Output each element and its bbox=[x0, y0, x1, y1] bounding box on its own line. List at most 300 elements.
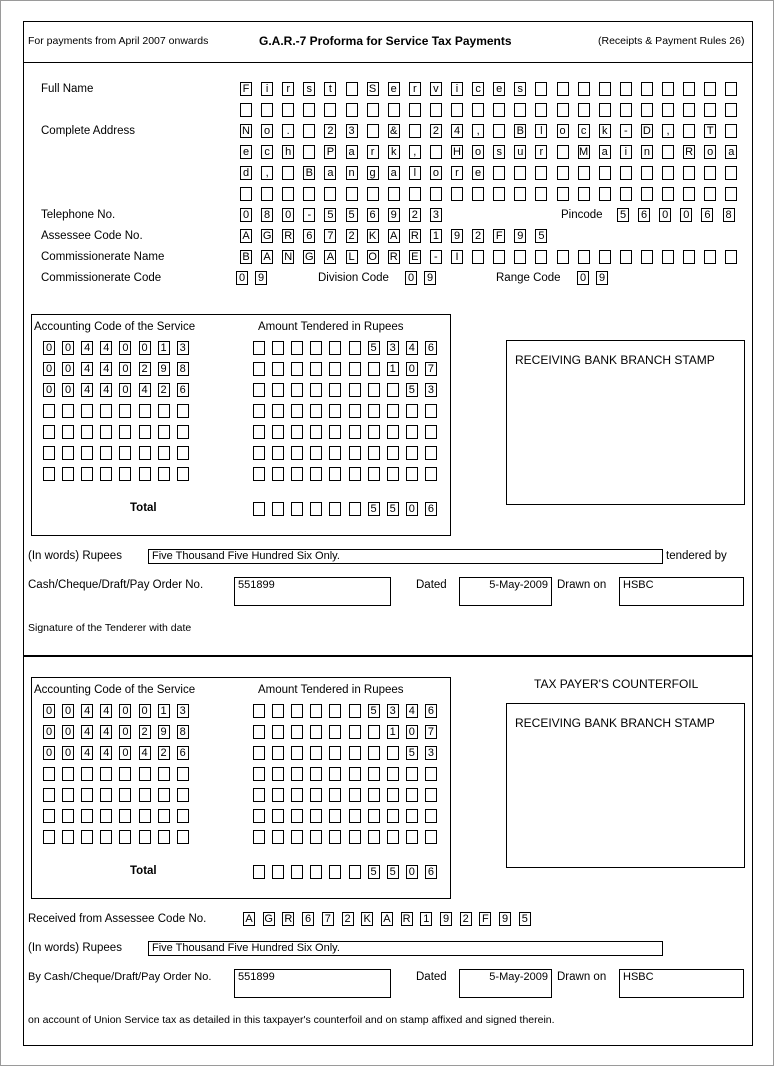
commissionerate-name-char-box[interactable] bbox=[493, 250, 505, 264]
address-char-box[interactable] bbox=[535, 187, 547, 201]
amount-char-box[interactable] bbox=[272, 767, 284, 781]
commissionerate-name-char-box[interactable]: R bbox=[388, 250, 400, 264]
accounting-code-char-box[interactable] bbox=[119, 467, 131, 481]
address-char-box[interactable] bbox=[282, 187, 294, 201]
accounting-code-char-box[interactable]: 0 bbox=[62, 362, 74, 376]
full-name-char-box[interactable] bbox=[578, 82, 590, 96]
amount-char-box[interactable] bbox=[329, 788, 341, 802]
amount-char-box[interactable] bbox=[291, 830, 303, 844]
accounting-code-char-box[interactable]: 9 bbox=[158, 362, 170, 376]
counterfoil-date-field[interactable]: 5-May-2009 bbox=[459, 969, 552, 998]
accounting-code-char-box[interactable] bbox=[100, 446, 112, 460]
amount-char-box[interactable] bbox=[310, 725, 322, 739]
amount-char-box[interactable]: 4 bbox=[406, 341, 418, 355]
accounting-code-char-box[interactable]: 2 bbox=[139, 725, 151, 739]
counterfoil-amount-in-words-field[interactable]: Five Thousand Five Hundred Six Only. bbox=[148, 941, 663, 956]
amount-char-box[interactable] bbox=[291, 725, 303, 739]
amount-char-box[interactable] bbox=[329, 767, 341, 781]
address-char-box[interactable] bbox=[557, 145, 569, 159]
telephone-char-box[interactable]: 5 bbox=[324, 208, 336, 222]
address-char-box[interactable] bbox=[451, 187, 463, 201]
address-char-box[interactable]: g bbox=[367, 166, 379, 180]
commissionerate-name-char-box[interactable] bbox=[725, 250, 737, 264]
full-name-char-box[interactable] bbox=[535, 103, 547, 117]
amount-char-box[interactable] bbox=[406, 467, 418, 481]
amount-char-box[interactable] bbox=[329, 704, 341, 718]
counterfoil-assessee-code-char-box[interactable]: 9 bbox=[440, 912, 452, 926]
commissionerate-name-char-box[interactable] bbox=[514, 250, 526, 264]
accounting-code-char-box[interactable] bbox=[100, 788, 112, 802]
amount-char-box[interactable] bbox=[425, 446, 437, 460]
amount-char-box[interactable] bbox=[349, 446, 361, 460]
accounting-code-char-box[interactable]: 0 bbox=[43, 341, 55, 355]
amount-char-box[interactable] bbox=[253, 746, 265, 760]
amount-char-box[interactable] bbox=[253, 788, 265, 802]
address-char-box[interactable]: , bbox=[662, 124, 674, 138]
full-name-char-box[interactable]: i bbox=[261, 82, 273, 96]
total-amount-char-box[interactable]: 0 bbox=[406, 502, 418, 516]
address-char-box[interactable]: d bbox=[240, 166, 252, 180]
address-char-box[interactable] bbox=[620, 187, 632, 201]
telephone-char-box[interactable]: - bbox=[303, 208, 315, 222]
amount-char-box[interactable] bbox=[291, 704, 303, 718]
address-char-box[interactable]: o bbox=[472, 145, 484, 159]
full-name-char-box[interactable] bbox=[430, 103, 442, 117]
amount-char-box[interactable] bbox=[272, 704, 284, 718]
address-char-box[interactable] bbox=[261, 187, 273, 201]
commissionerate-name-char-box[interactable] bbox=[472, 250, 484, 264]
telephone-char-box[interactable]: 3 bbox=[430, 208, 442, 222]
amount-char-box[interactable] bbox=[310, 383, 322, 397]
address-char-box[interactable] bbox=[430, 187, 442, 201]
address-char-box[interactable]: , bbox=[261, 166, 273, 180]
accounting-code-char-box[interactable]: 9 bbox=[158, 725, 170, 739]
accounting-code-char-box[interactable] bbox=[119, 404, 131, 418]
accounting-code-char-box[interactable] bbox=[158, 446, 170, 460]
address-char-box[interactable] bbox=[303, 145, 315, 159]
amount-char-box[interactable] bbox=[310, 467, 322, 481]
amount-char-box[interactable] bbox=[425, 467, 437, 481]
amount-char-box[interactable] bbox=[272, 446, 284, 460]
address-char-box[interactable]: 3 bbox=[346, 124, 358, 138]
assessee-code-char-box[interactable]: R bbox=[409, 229, 421, 243]
amount-in-words-field[interactable]: Five Thousand Five Hundred Six Only. bbox=[148, 549, 663, 564]
accounting-code-char-box[interactable]: 0 bbox=[119, 383, 131, 397]
pincode-char-box[interactable]: 5 bbox=[617, 208, 629, 222]
address-char-box[interactable]: l bbox=[409, 166, 421, 180]
accounting-code-char-box[interactable]: 4 bbox=[81, 383, 93, 397]
date-field[interactable]: 5-May-2009 bbox=[459, 577, 552, 606]
accounting-code-char-box[interactable] bbox=[62, 788, 74, 802]
amount-char-box[interactable] bbox=[349, 404, 361, 418]
full-name-char-box[interactable] bbox=[599, 103, 611, 117]
amount-char-box[interactable] bbox=[253, 446, 265, 460]
amount-char-box[interactable] bbox=[349, 809, 361, 823]
amount-char-box[interactable] bbox=[272, 725, 284, 739]
amount-char-box[interactable] bbox=[349, 467, 361, 481]
accounting-code-char-box[interactable] bbox=[158, 404, 170, 418]
amount-char-box[interactable]: 1 bbox=[387, 362, 399, 376]
total-amount-char-box[interactable]: 5 bbox=[387, 865, 399, 879]
commissionerate-name-char-box[interactable]: - bbox=[430, 250, 442, 264]
amount-char-box[interactable] bbox=[329, 383, 341, 397]
address-char-box[interactable] bbox=[683, 166, 695, 180]
address-char-box[interactable] bbox=[346, 187, 358, 201]
total-amount-char-box[interactable]: 5 bbox=[368, 865, 380, 879]
amount-char-box[interactable] bbox=[291, 767, 303, 781]
amount-char-box[interactable] bbox=[368, 383, 380, 397]
amount-char-box[interactable] bbox=[368, 404, 380, 418]
telephone-char-box[interactable]: 8 bbox=[261, 208, 273, 222]
address-char-box[interactable] bbox=[725, 166, 737, 180]
amount-char-box[interactable] bbox=[310, 809, 322, 823]
address-char-box[interactable] bbox=[662, 145, 674, 159]
full-name-char-box[interactable] bbox=[493, 103, 505, 117]
amount-char-box[interactable] bbox=[329, 404, 341, 418]
address-char-box[interactable]: n bbox=[641, 145, 653, 159]
full-name-char-box[interactable] bbox=[451, 103, 463, 117]
accounting-code-char-box[interactable] bbox=[43, 830, 55, 844]
accounting-code-char-box[interactable] bbox=[119, 809, 131, 823]
full-name-char-box[interactable] bbox=[367, 103, 379, 117]
amount-char-box[interactable] bbox=[253, 725, 265, 739]
accounting-code-char-box[interactable] bbox=[177, 404, 189, 418]
counterfoil-assessee-code-char-box[interactable]: 2 bbox=[460, 912, 472, 926]
total-amount-char-box[interactable]: 0 bbox=[406, 865, 418, 879]
total-amount-char-box[interactable] bbox=[329, 502, 341, 516]
amount-char-box[interactable]: 6 bbox=[425, 341, 437, 355]
telephone-char-box[interactable]: 5 bbox=[346, 208, 358, 222]
address-char-box[interactable]: c bbox=[578, 124, 590, 138]
accounting-code-char-box[interactable] bbox=[62, 425, 74, 439]
assessee-code-char-box[interactable]: A bbox=[240, 229, 252, 243]
accounting-code-char-box[interactable]: 0 bbox=[43, 383, 55, 397]
address-char-box[interactable]: e bbox=[240, 145, 252, 159]
amount-char-box[interactable] bbox=[272, 404, 284, 418]
accounting-code-char-box[interactable]: 0 bbox=[43, 725, 55, 739]
accounting-code-char-box[interactable] bbox=[139, 404, 151, 418]
amount-char-box[interactable] bbox=[291, 362, 303, 376]
full-name-char-box[interactable]: r bbox=[409, 82, 421, 96]
commissionerate-name-char-box[interactable] bbox=[557, 250, 569, 264]
amount-char-box[interactable] bbox=[253, 467, 265, 481]
assessee-code-char-box[interactable]: 6 bbox=[303, 229, 315, 243]
address-char-box[interactable] bbox=[725, 124, 737, 138]
full-name-char-box[interactable] bbox=[578, 103, 590, 117]
accounting-code-char-box[interactable] bbox=[177, 767, 189, 781]
accounting-code-char-box[interactable]: 4 bbox=[81, 725, 93, 739]
assessee-code-char-box[interactable]: 1 bbox=[430, 229, 442, 243]
range-code-char-box[interactable]: 9 bbox=[596, 271, 608, 285]
amount-char-box[interactable] bbox=[272, 425, 284, 439]
address-char-box[interactable]: N bbox=[240, 124, 252, 138]
accounting-code-char-box[interactable] bbox=[119, 446, 131, 460]
full-name-char-box[interactable] bbox=[324, 103, 336, 117]
counterfoil-assessee-code-char-box[interactable]: R bbox=[401, 912, 413, 926]
accounting-code-char-box[interactable]: 6 bbox=[177, 746, 189, 760]
range-code-char-box[interactable]: 0 bbox=[577, 271, 589, 285]
amount-char-box[interactable] bbox=[368, 809, 380, 823]
address-char-box[interactable]: k bbox=[599, 124, 611, 138]
address-char-box[interactable] bbox=[662, 187, 674, 201]
full-name-char-box[interactable] bbox=[346, 82, 358, 96]
amount-char-box[interactable] bbox=[272, 362, 284, 376]
drawn-on-field[interactable]: HSBC bbox=[619, 577, 744, 606]
accounting-code-char-box[interactable]: 4 bbox=[81, 341, 93, 355]
assessee-code-char-box[interactable]: 9 bbox=[451, 229, 463, 243]
accounting-code-char-box[interactable] bbox=[119, 830, 131, 844]
accounting-code-char-box[interactable] bbox=[177, 425, 189, 439]
amount-char-box[interactable] bbox=[387, 383, 399, 397]
address-char-box[interactable]: h bbox=[282, 145, 294, 159]
amount-char-box[interactable] bbox=[291, 809, 303, 823]
amount-char-box[interactable]: 3 bbox=[387, 341, 399, 355]
accounting-code-char-box[interactable] bbox=[119, 425, 131, 439]
accounting-code-char-box[interactable] bbox=[81, 467, 93, 481]
accounting-code-char-box[interactable] bbox=[119, 788, 131, 802]
amount-char-box[interactable] bbox=[349, 830, 361, 844]
address-char-box[interactable] bbox=[514, 166, 526, 180]
accounting-code-char-box[interactable] bbox=[119, 767, 131, 781]
amount-char-box[interactable] bbox=[349, 725, 361, 739]
address-char-box[interactable] bbox=[704, 187, 716, 201]
amount-char-box[interactable]: 5 bbox=[368, 341, 380, 355]
amount-char-box[interactable] bbox=[368, 467, 380, 481]
address-char-box[interactable] bbox=[303, 124, 315, 138]
full-name-char-box[interactable] bbox=[620, 82, 632, 96]
address-char-box[interactable] bbox=[641, 166, 653, 180]
address-char-box[interactable] bbox=[493, 166, 505, 180]
amount-char-box[interactable] bbox=[310, 767, 322, 781]
address-char-box[interactable] bbox=[662, 166, 674, 180]
accounting-code-char-box[interactable]: 6 bbox=[177, 383, 189, 397]
address-char-box[interactable] bbox=[240, 187, 252, 201]
address-char-box[interactable] bbox=[535, 166, 547, 180]
address-char-box[interactable] bbox=[409, 124, 421, 138]
full-name-char-box[interactable] bbox=[599, 82, 611, 96]
accounting-code-char-box[interactable] bbox=[139, 809, 151, 823]
accounting-code-char-box[interactable]: 4 bbox=[139, 383, 151, 397]
full-name-char-box[interactable]: r bbox=[282, 82, 294, 96]
amount-char-box[interactable] bbox=[349, 704, 361, 718]
telephone-char-box[interactable]: 9 bbox=[388, 208, 400, 222]
amount-char-box[interactable]: 1 bbox=[387, 725, 399, 739]
counterfoil-assessee-code-char-box[interactable]: A bbox=[381, 912, 393, 926]
commissionerate-name-char-box[interactable] bbox=[704, 250, 716, 264]
accounting-code-char-box[interactable] bbox=[43, 446, 55, 460]
amount-char-box[interactable] bbox=[291, 383, 303, 397]
amount-char-box[interactable] bbox=[387, 767, 399, 781]
accounting-code-char-box[interactable] bbox=[81, 446, 93, 460]
amount-char-box[interactable] bbox=[253, 383, 265, 397]
telephone-char-box[interactable]: 6 bbox=[367, 208, 379, 222]
accounting-code-char-box[interactable]: 0 bbox=[62, 746, 74, 760]
pincode-char-box[interactable]: 0 bbox=[659, 208, 671, 222]
total-amount-char-box[interactable] bbox=[272, 502, 284, 516]
full-name-char-box[interactable] bbox=[704, 103, 716, 117]
accounting-code-char-box[interactable]: 4 bbox=[100, 725, 112, 739]
amount-char-box[interactable] bbox=[291, 446, 303, 460]
accounting-code-char-box[interactable]: 4 bbox=[100, 341, 112, 355]
amount-char-box[interactable]: 0 bbox=[406, 725, 418, 739]
counterfoil-assessee-code-char-box[interactable]: 2 bbox=[342, 912, 354, 926]
amount-char-box[interactable] bbox=[368, 788, 380, 802]
amount-char-box[interactable] bbox=[291, 425, 303, 439]
amount-char-box[interactable]: 6 bbox=[425, 704, 437, 718]
address-char-box[interactable] bbox=[430, 145, 442, 159]
accounting-code-char-box[interactable] bbox=[62, 404, 74, 418]
amount-char-box[interactable] bbox=[425, 830, 437, 844]
commissionerate-name-char-box[interactable] bbox=[662, 250, 674, 264]
full-name-char-box[interactable] bbox=[641, 103, 653, 117]
amount-char-box[interactable] bbox=[406, 767, 418, 781]
accounting-code-char-box[interactable] bbox=[100, 809, 112, 823]
amount-char-box[interactable]: 5 bbox=[368, 704, 380, 718]
amount-char-box[interactable] bbox=[406, 830, 418, 844]
accounting-code-char-box[interactable] bbox=[81, 404, 93, 418]
commissionerate-name-char-box[interactable] bbox=[599, 250, 611, 264]
address-char-box[interactable]: - bbox=[620, 124, 632, 138]
amount-char-box[interactable] bbox=[291, 467, 303, 481]
address-char-box[interactable] bbox=[493, 187, 505, 201]
address-char-box[interactable]: a bbox=[346, 145, 358, 159]
total-amount-char-box[interactable] bbox=[349, 865, 361, 879]
amount-char-box[interactable] bbox=[253, 809, 265, 823]
address-char-box[interactable] bbox=[367, 187, 379, 201]
accounting-code-char-box[interactable]: 0 bbox=[62, 704, 74, 718]
telephone-char-box[interactable]: 2 bbox=[409, 208, 421, 222]
amount-char-box[interactable]: 7 bbox=[425, 362, 437, 376]
amount-char-box[interactable] bbox=[406, 446, 418, 460]
accounting-code-char-box[interactable] bbox=[43, 425, 55, 439]
amount-char-box[interactable] bbox=[272, 830, 284, 844]
assessee-code-char-box[interactable]: 7 bbox=[324, 229, 336, 243]
division-code-char-box[interactable]: 9 bbox=[424, 271, 436, 285]
amount-char-box[interactable] bbox=[310, 425, 322, 439]
accounting-code-char-box[interactable] bbox=[158, 425, 170, 439]
address-char-box[interactable] bbox=[599, 187, 611, 201]
commissionerate-name-char-box[interactable]: I bbox=[451, 250, 463, 264]
amount-char-box[interactable] bbox=[329, 467, 341, 481]
address-char-box[interactable]: s bbox=[493, 145, 505, 159]
commissionerate-code-char-box[interactable]: 0 bbox=[236, 271, 248, 285]
accounting-code-char-box[interactable] bbox=[139, 467, 151, 481]
accounting-code-char-box[interactable]: 1 bbox=[158, 704, 170, 718]
commissionerate-name-char-box[interactable]: G bbox=[305, 251, 314, 263]
accounting-code-char-box[interactable] bbox=[177, 446, 189, 460]
full-name-char-box[interactable]: e bbox=[493, 82, 505, 96]
accounting-code-char-box[interactable] bbox=[62, 809, 74, 823]
amount-char-box[interactable]: 3 bbox=[387, 704, 399, 718]
amount-char-box[interactable] bbox=[425, 425, 437, 439]
full-name-char-box[interactable] bbox=[472, 103, 484, 117]
commissionerate-name-char-box[interactable]: A bbox=[261, 250, 273, 264]
amount-char-box[interactable]: 3 bbox=[425, 383, 437, 397]
amount-char-box[interactable] bbox=[310, 341, 322, 355]
address-char-box[interactable]: l bbox=[535, 124, 547, 138]
address-char-box[interactable]: a bbox=[388, 166, 400, 180]
commissionerate-name-char-box[interactable] bbox=[620, 250, 632, 264]
amount-char-box[interactable] bbox=[329, 425, 341, 439]
address-char-box[interactable] bbox=[409, 187, 421, 201]
address-char-box[interactable] bbox=[683, 124, 695, 138]
accounting-code-char-box[interactable] bbox=[100, 467, 112, 481]
address-char-box[interactable]: u bbox=[514, 145, 526, 159]
accounting-code-char-box[interactable] bbox=[81, 788, 93, 802]
accounting-code-char-box[interactable]: 8 bbox=[177, 362, 189, 376]
amount-char-box[interactable] bbox=[253, 425, 265, 439]
amount-char-box[interactable] bbox=[329, 725, 341, 739]
address-char-box[interactable]: , bbox=[409, 145, 421, 159]
accounting-code-char-box[interactable]: 0 bbox=[43, 362, 55, 376]
accounting-code-char-box[interactable] bbox=[100, 404, 112, 418]
amount-char-box[interactable] bbox=[368, 362, 380, 376]
counterfoil-assessee-code-char-box[interactable]: 5 bbox=[519, 912, 531, 926]
amount-char-box[interactable] bbox=[272, 467, 284, 481]
total-amount-char-box[interactable]: 5 bbox=[387, 502, 399, 516]
accounting-code-char-box[interactable] bbox=[100, 425, 112, 439]
accounting-code-char-box[interactable] bbox=[177, 788, 189, 802]
accounting-code-char-box[interactable] bbox=[62, 467, 74, 481]
address-char-box[interactable]: n bbox=[346, 166, 358, 180]
address-char-box[interactable]: D bbox=[641, 124, 653, 138]
total-amount-char-box[interactable]: 6 bbox=[425, 865, 437, 879]
amount-char-box[interactable] bbox=[349, 788, 361, 802]
accounting-code-char-box[interactable] bbox=[43, 767, 55, 781]
amount-char-box[interactable] bbox=[310, 788, 322, 802]
commissionerate-name-char-box[interactable] bbox=[535, 250, 547, 264]
amount-char-box[interactable] bbox=[253, 362, 265, 376]
accounting-code-char-box[interactable] bbox=[43, 809, 55, 823]
commissionerate-name-char-box[interactable] bbox=[641, 250, 653, 264]
accounting-code-char-box[interactable] bbox=[81, 830, 93, 844]
amount-char-box[interactable] bbox=[349, 341, 361, 355]
amount-char-box[interactable] bbox=[253, 704, 265, 718]
accounting-code-char-box[interactable] bbox=[62, 767, 74, 781]
address-char-box[interactable] bbox=[388, 187, 400, 201]
assessee-code-char-box[interactable]: K bbox=[367, 229, 379, 243]
full-name-char-box[interactable] bbox=[535, 82, 547, 96]
accounting-code-char-box[interactable] bbox=[100, 767, 112, 781]
amount-char-box[interactable] bbox=[425, 767, 437, 781]
address-char-box[interactable]: a bbox=[324, 166, 336, 180]
accounting-code-char-box[interactable]: 0 bbox=[139, 341, 151, 355]
accounting-code-char-box[interactable]: 0 bbox=[43, 746, 55, 760]
address-char-box[interactable]: c bbox=[261, 145, 273, 159]
full-name-char-box[interactable] bbox=[282, 103, 294, 117]
counterfoil-assessee-code-char-box[interactable]: F bbox=[479, 912, 491, 926]
amount-char-box[interactable] bbox=[291, 341, 303, 355]
amount-char-box[interactable] bbox=[387, 809, 399, 823]
address-char-box[interactable] bbox=[620, 166, 632, 180]
amount-char-box[interactable] bbox=[310, 404, 322, 418]
address-char-box[interactable]: i bbox=[620, 145, 632, 159]
accounting-code-char-box[interactable] bbox=[139, 446, 151, 460]
full-name-char-box[interactable] bbox=[662, 82, 674, 96]
amount-char-box[interactable] bbox=[272, 788, 284, 802]
amount-char-box[interactable] bbox=[253, 341, 265, 355]
amount-char-box[interactable] bbox=[291, 788, 303, 802]
total-amount-char-box[interactable] bbox=[253, 502, 265, 516]
division-code-char-box[interactable]: 0 bbox=[405, 271, 417, 285]
amount-char-box[interactable] bbox=[368, 425, 380, 439]
total-amount-char-box[interactable] bbox=[253, 865, 265, 879]
assessee-code-char-box[interactable]: 9 bbox=[514, 229, 526, 243]
address-char-box[interactable] bbox=[324, 187, 336, 201]
assessee-code-char-box[interactable]: G bbox=[262, 230, 272, 242]
address-char-box[interactable]: o bbox=[430, 166, 442, 180]
counterfoil-assessee-code-char-box[interactable]: 7 bbox=[322, 912, 334, 926]
